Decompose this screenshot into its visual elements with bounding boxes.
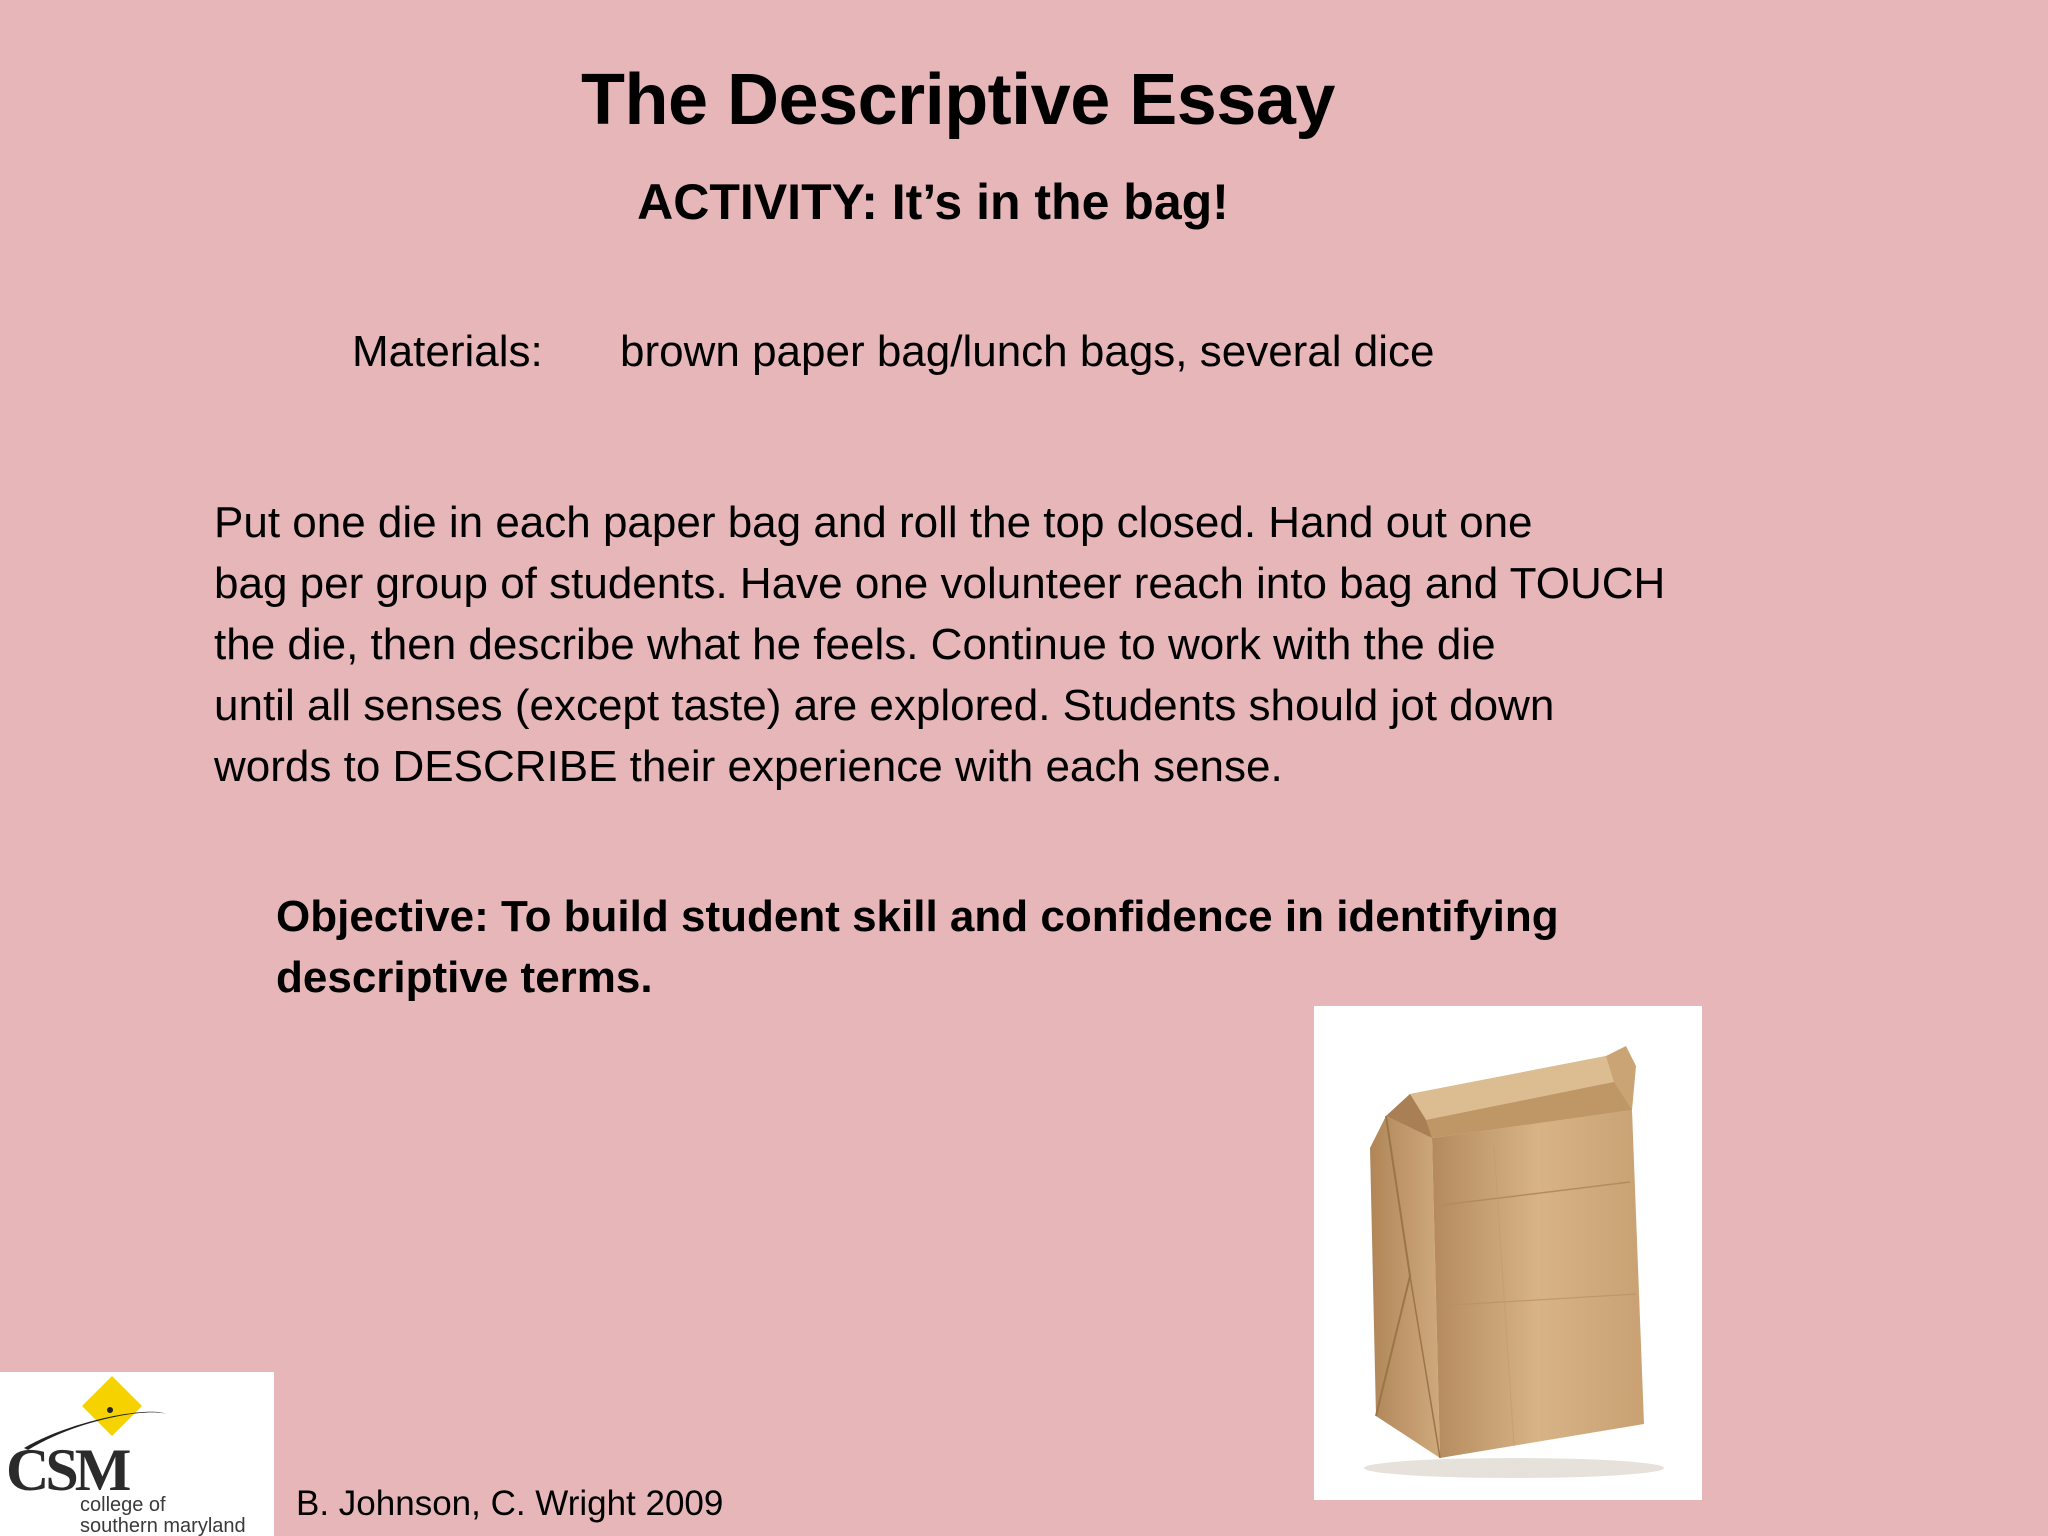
materials-label: Materials:: [352, 327, 543, 376]
csm-logo: [0, 1372, 274, 1536]
materials-line: [352, 324, 1435, 380]
csm-logo-icon: [0, 1372, 274, 1536]
instructions-paragraph: Put one die in each paper bag and roll the top closed. Hand out one bag per group of students. Have one volunteer reach into bag and TOUCH the die, then describe what he feels. Continue to work with the die until all senses (except taste) are explored. Students should jot down words to DESCRIBE their experience with each sense.: [214, 498, 1666, 791]
author-credit: B. Johnson, C. Wright 2009: [296, 1484, 724, 1523]
slide-title: The Descriptive Essay: [581, 60, 1335, 140]
paper-bag-image: [1314, 1006, 1702, 1500]
paper-bag-icon: [1314, 1006, 1702, 1500]
logo-line-1: college of: [80, 1494, 166, 1516]
activity-subtitle: ACTIVITY: It’s in the bag!: [637, 174, 1229, 230]
logo-line-2: southern maryland: [80, 1515, 246, 1536]
objective-paragraph: Objective: To build student skill and confidence in identifying descriptive terms.: [276, 892, 1559, 1002]
materials-value: brown paper bag/lunch bags, several dice: [620, 327, 1435, 376]
csm-wordmark: CSM: [6, 1437, 128, 1503]
